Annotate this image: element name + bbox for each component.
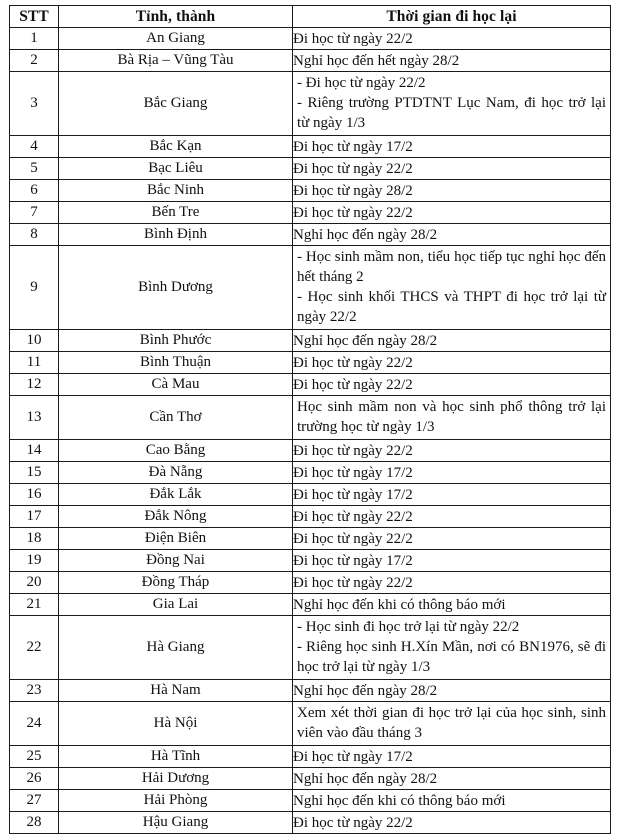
cell-stt: 3 <box>10 72 59 136</box>
cell-stt: 19 <box>10 550 59 572</box>
cell-province: Bắc Giang <box>59 72 293 136</box>
cell-return-time <box>293 616 611 680</box>
cell-province: Hải Phòng <box>59 790 293 812</box>
cell-return-time <box>293 330 611 352</box>
return-time-line: Đi học từ ngày 28/2 <box>293 182 413 199</box>
table-row <box>10 462 611 484</box>
cell-return-time <box>293 680 611 702</box>
table-row <box>10 396 611 440</box>
table-body <box>10 28 611 834</box>
table-header <box>10 6 611 28</box>
cell-stt: 20 <box>10 572 59 594</box>
cell-return-time <box>293 506 611 528</box>
return-time-line: - Học sinh mầm non, tiểu học tiếp tục nghỉ học đến hết tháng 2 <box>297 249 606 285</box>
cell-province: Bạc Liêu <box>59 158 293 180</box>
table-row <box>10 246 611 330</box>
cell-province: Điện Biên <box>59 528 293 550</box>
cell-stt: 23 <box>10 680 59 702</box>
table-row <box>10 768 611 790</box>
cell-return-time <box>293 352 611 374</box>
cell-province: An Giang <box>59 28 293 50</box>
cell-return-time <box>293 396 611 440</box>
cell-stt: 28 <box>10 812 59 834</box>
table-row <box>10 202 611 224</box>
cell-province: Đồng Nai <box>59 550 293 572</box>
cell-return-time <box>293 594 611 616</box>
cell-return-time <box>293 702 611 746</box>
cell-stt: 9 <box>10 246 59 330</box>
cell-province: Cần Thơ <box>59 396 293 440</box>
return-time-line: Đi học từ ngày 22/2 <box>293 530 413 547</box>
return-time-line: Đi học từ ngày 22/2 <box>293 574 413 591</box>
return-time-line: - Riêng trường PTDTNT Lục Nam, đi học trở lại từ ngày 1/3 <box>297 95 606 131</box>
return-time-line: Đi học từ ngày 22/2 <box>293 814 413 831</box>
table-row <box>10 572 611 594</box>
cell-return-time <box>293 790 611 812</box>
return-time-line: Nghỉ học đến khi có thông báo mới <box>293 596 506 613</box>
cell-stt: 6 <box>10 180 59 202</box>
table-row <box>10 484 611 506</box>
return-time-line: Đi học từ ngày 17/2 <box>293 464 413 481</box>
table-row <box>10 50 611 72</box>
cell-return-time <box>293 72 611 136</box>
table-row <box>10 224 611 246</box>
schedule-table-container <box>9 5 610 834</box>
table-row <box>10 440 611 462</box>
cell-return-time <box>293 462 611 484</box>
cell-province: Đắk Lắk <box>59 484 293 506</box>
return-time-line: - Học sinh khối THCS và THPT đi học trở lại từ ngày 22/2 <box>297 289 606 325</box>
cell-province: Hà Nội <box>59 702 293 746</box>
column-header-return-time: Thời gian đi học lại <box>293 6 611 28</box>
cell-province: Bình Phước <box>59 330 293 352</box>
table-row <box>10 702 611 746</box>
cell-stt: 24 <box>10 702 59 746</box>
cell-return-time <box>293 224 611 246</box>
cell-return-time <box>293 136 611 158</box>
return-time-line: Đi học từ ngày 17/2 <box>293 486 413 503</box>
table-row <box>10 616 611 680</box>
cell-return-time <box>293 550 611 572</box>
cell-province: Cao Bằng <box>59 440 293 462</box>
cell-province: Cà Mau <box>59 374 293 396</box>
cell-province: Đà Nẵng <box>59 462 293 484</box>
cell-province: Đồng Tháp <box>59 572 293 594</box>
return-time-line: Nghỉ học đến ngày 28/2 <box>293 332 438 349</box>
cell-stt: 27 <box>10 790 59 812</box>
cell-stt: 10 <box>10 330 59 352</box>
return-time-line: Xem xét thời gian đi học trở lại của học sinh, sinh viên vào đầu tháng 3 <box>297 705 606 741</box>
cell-stt: 14 <box>10 440 59 462</box>
cell-return-time <box>293 374 611 396</box>
return-time-line: - Riêng học sinh H.Xín Mần, nơi có BN1976, sẽ đi học trở lại từ ngày 1/3 <box>297 639 606 675</box>
cell-stt: 1 <box>10 28 59 50</box>
table-row <box>10 72 611 136</box>
cell-province: Gia Lai <box>59 594 293 616</box>
cell-province: Bắc Kạn <box>59 136 293 158</box>
cell-province: Bến Tre <box>59 202 293 224</box>
table-row <box>10 330 611 352</box>
cell-stt: 22 <box>10 616 59 680</box>
table-row <box>10 528 611 550</box>
cell-stt: 2 <box>10 50 59 72</box>
return-time-line: Đi học từ ngày 17/2 <box>293 748 413 765</box>
cell-return-time <box>293 768 611 790</box>
column-header-stt: STT <box>10 6 59 28</box>
table-row <box>10 158 611 180</box>
cell-return-time <box>293 484 611 506</box>
cell-return-time <box>293 28 611 50</box>
cell-return-time <box>293 158 611 180</box>
return-time-line: Đi học từ ngày 22/2 <box>293 376 413 393</box>
cell-province: Hậu Giang <box>59 812 293 834</box>
cell-return-time <box>293 246 611 330</box>
column-header-province: Tỉnh, thành <box>59 6 293 28</box>
cell-stt: 18 <box>10 528 59 550</box>
cell-return-time <box>293 180 611 202</box>
cell-province: Bình Thuận <box>59 352 293 374</box>
table-row <box>10 746 611 768</box>
return-time-line: Đi học từ ngày 22/2 <box>293 442 413 459</box>
cell-province: Bà Rịa – Vũng Tàu <box>59 50 293 72</box>
return-time-line: - Đi học từ ngày 22/2 <box>297 75 426 91</box>
cell-return-time <box>293 812 611 834</box>
table-row <box>10 594 611 616</box>
return-time-line: Đi học từ ngày 22/2 <box>293 160 413 177</box>
cell-stt: 16 <box>10 484 59 506</box>
return-time-line: Đi học từ ngày 22/2 <box>293 508 413 525</box>
cell-stt: 21 <box>10 594 59 616</box>
cell-stt: 8 <box>10 224 59 246</box>
cell-stt: 12 <box>10 374 59 396</box>
cell-province: Hải Dương <box>59 768 293 790</box>
table-row <box>10 136 611 158</box>
return-time-line: Đi học từ ngày 22/2 <box>293 204 413 221</box>
table-row <box>10 680 611 702</box>
return-time-line: Đi học từ ngày 17/2 <box>293 138 413 155</box>
cell-province: Bình Dương <box>59 246 293 330</box>
table-row <box>10 812 611 834</box>
cell-stt: 25 <box>10 746 59 768</box>
cell-stt: 7 <box>10 202 59 224</box>
return-time-line: Nghỉ học đến khi có thông báo mới <box>293 792 506 809</box>
table-row <box>10 550 611 572</box>
cell-province: Bắc Ninh <box>59 180 293 202</box>
cell-stt: 4 <box>10 136 59 158</box>
cell-stt: 26 <box>10 768 59 790</box>
return-time-line: Học sinh mầm non và học sinh phổ thông trở lại trường học từ ngày 1/3 <box>297 399 606 435</box>
return-time-line: Đi học từ ngày 22/2 <box>293 30 413 47</box>
cell-return-time <box>293 440 611 462</box>
cell-stt: 17 <box>10 506 59 528</box>
cell-return-time <box>293 528 611 550</box>
cell-province: Hà Tĩnh <box>59 746 293 768</box>
cell-return-time <box>293 746 611 768</box>
cell-stt: 11 <box>10 352 59 374</box>
cell-stt: 13 <box>10 396 59 440</box>
return-time-line: Nghỉ học đến hết ngày 28/2 <box>293 52 460 69</box>
return-time-line: Nghỉ học đến ngày 28/2 <box>293 770 438 787</box>
table-row <box>10 352 611 374</box>
return-time-line: - Học sinh đi học trở lại từ ngày 22/2 <box>297 619 520 635</box>
school-return-schedule-table <box>9 5 611 834</box>
return-time-line: Đi học từ ngày 22/2 <box>293 354 413 371</box>
cell-province: Hà Giang <box>59 616 293 680</box>
return-time-line: Đi học từ ngày 17/2 <box>293 552 413 569</box>
cell-return-time <box>293 572 611 594</box>
cell-stt: 15 <box>10 462 59 484</box>
cell-stt: 5 <box>10 158 59 180</box>
cell-return-time <box>293 50 611 72</box>
table-row <box>10 28 611 50</box>
table-header-row <box>10 6 611 28</box>
table-row <box>10 374 611 396</box>
table-row <box>10 790 611 812</box>
table-row <box>10 180 611 202</box>
cell-return-time <box>293 202 611 224</box>
cell-province: Bình Định <box>59 224 293 246</box>
return-time-line: Nghỉ học đến ngày 28/2 <box>293 226 438 243</box>
cell-province: Đắk Nông <box>59 506 293 528</box>
cell-province: Hà Nam <box>59 680 293 702</box>
table-row <box>10 506 611 528</box>
return-time-line: Nghỉ học đến ngày 28/2 <box>293 682 438 699</box>
